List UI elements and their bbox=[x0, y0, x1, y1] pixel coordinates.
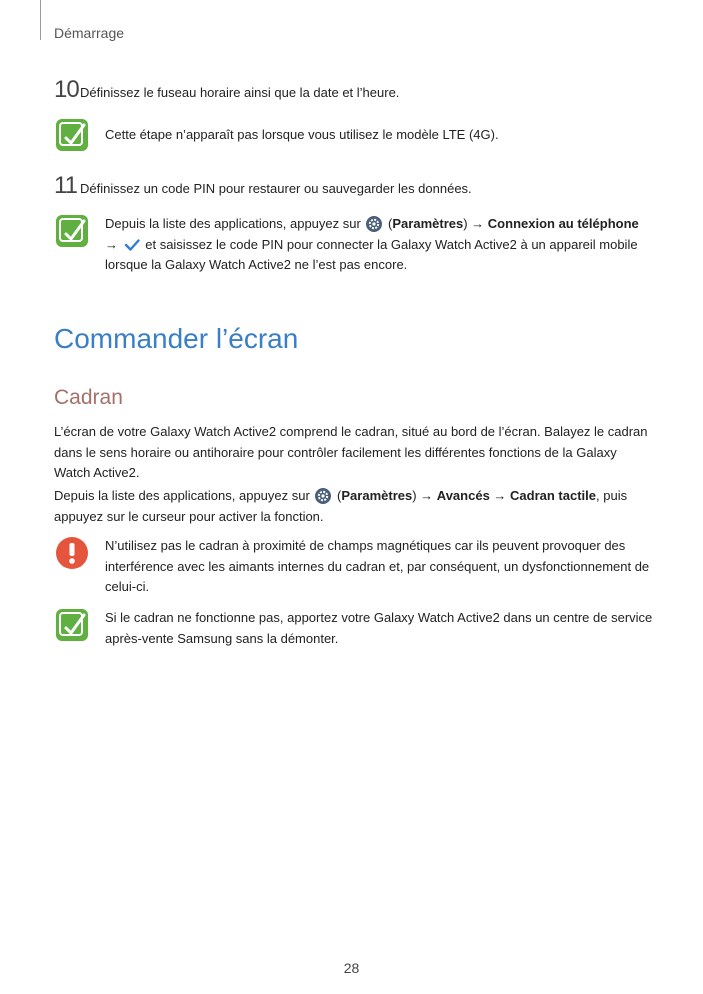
paren-close: ) bbox=[412, 488, 417, 503]
note-pin-text bbox=[105, 214, 653, 276]
arrow: → bbox=[105, 236, 122, 252]
paragraph-cadran: L’écran de votre Galaxy Watch Active2 comprend le cadran, situé au bord de l’écran. Balayez le cadran dans le sens horaire ou antihoraire pour contrôler facilement les différentes fonctions de la Galaxy Watch Active2. bbox=[54, 424, 648, 480]
arrow: → bbox=[467, 216, 488, 231]
note-warning-text: N’utilisez pas le cadran à proximité de champs magnétiques car ils peuvent provoquer des interférence avec les aimants internes du cadran et, par conséquent, un dysfonctionnement de celui-ci. bbox=[105, 538, 650, 594]
page-number: 28 bbox=[343, 960, 360, 976]
settings-label: Paramètres bbox=[392, 216, 464, 231]
note-pin bbox=[55, 214, 653, 276]
step-11 bbox=[54, 172, 472, 200]
settings-gear-icon bbox=[366, 216, 382, 232]
step-number: 10 bbox=[54, 76, 79, 103]
note-icon bbox=[55, 608, 89, 642]
note-pin-part2: et saisissez le code PIN pour connecter la Galaxy Watch Active2 à un appareil mobile lorsque la Galaxy Watch Active2 ne l’est pas encore. bbox=[105, 236, 638, 272]
step-number: 11 bbox=[54, 172, 77, 199]
settings-gear-icon bbox=[315, 488, 331, 504]
settings-label: Paramètres bbox=[341, 488, 413, 503]
arrow: → bbox=[489, 488, 511, 503]
connection-label: Connexion au téléphone bbox=[487, 216, 639, 231]
step-text: Définissez un code PIN pour restaurer ou sauvegarder les données. bbox=[80, 181, 472, 196]
note-pin-part1: Depuis la liste des applications, appuyez sur bbox=[105, 216, 361, 231]
para-part2: , puis appuyez sur le curseur pour activer la fonction. bbox=[54, 488, 628, 524]
section-title: Commander l’écran bbox=[54, 323, 299, 354]
arrow: → bbox=[416, 488, 437, 503]
checkmark-icon bbox=[124, 237, 140, 253]
header-rule bbox=[40, 0, 41, 40]
note-icon bbox=[55, 118, 89, 152]
header-title: Démarrage bbox=[54, 25, 125, 41]
note-service-text: Si le cadran ne fonctionne pas, apportez votre Galaxy Watch Active2 dans un centre de service après-vente Samsung sans la démonter. bbox=[105, 610, 653, 646]
advanced-label: Avancés bbox=[436, 488, 490, 503]
step-10 bbox=[54, 76, 399, 104]
para-part1: Depuis la liste des applications, appuyez sur bbox=[54, 488, 310, 503]
subsection-title: Cadran bbox=[54, 386, 123, 409]
touch-bezel-label: Cadran tactile bbox=[510, 488, 597, 503]
paren-open: ( bbox=[384, 216, 393, 231]
paragraph-instructions bbox=[54, 486, 653, 527]
paren-close: ) bbox=[463, 216, 468, 231]
step-text: Définissez le fuseau horaire ainsi que la date et l’heure. bbox=[80, 85, 400, 100]
note-icon bbox=[55, 214, 89, 248]
warning-icon bbox=[55, 536, 89, 570]
note-lte-text: Cette étape n’apparaît pas lorsque vous utilisez le modèle LTE (4G). bbox=[105, 127, 499, 142]
note-warning bbox=[55, 536, 653, 598]
note-service bbox=[55, 608, 653, 649]
paren-open: ( bbox=[333, 488, 342, 503]
note-lte bbox=[55, 118, 653, 152]
